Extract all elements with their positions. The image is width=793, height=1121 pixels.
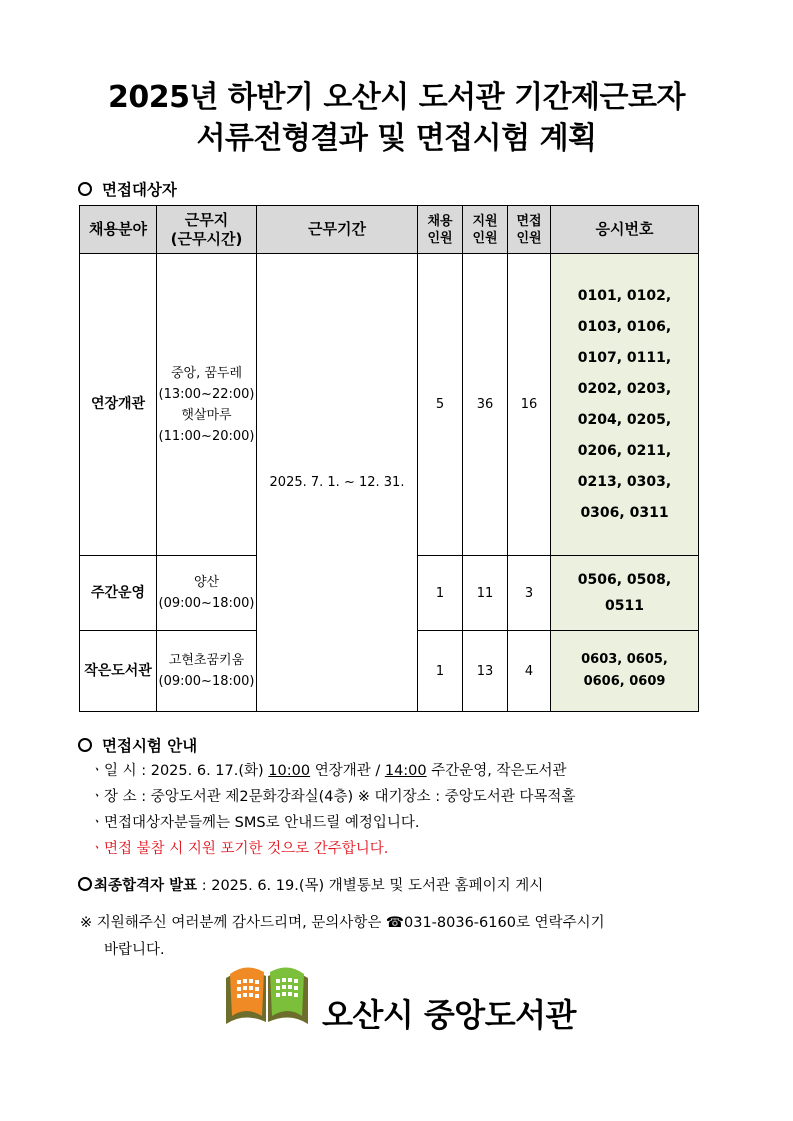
row-interview: 3	[508, 556, 551, 631]
table-row	[80, 254, 699, 556]
header-numbers: 응시번호	[551, 206, 699, 254]
row-field: 연장개관	[80, 254, 157, 556]
interview-place: ㆍ장 소 : 중앙도서관 제2문화강좌실(4층) ※ 대기장소 : 중앙도서관 다목적홀	[90, 789, 576, 805]
table-header-row	[80, 206, 699, 254]
candidates-table	[79, 205, 699, 712]
closing-note: ※ 지원해주신 여러분께 감사드리며, 문의사항은 ☎031-8036-6160로 연락주시기 바랍니다.	[80, 915, 605, 958]
circle-bullet-icon	[78, 877, 92, 891]
final-announcement: 최종합격자 발표 : 2025. 6. 19.(목) 개별통보 및 도서관 홈페이지 게시	[78, 874, 543, 895]
interview-info	[90, 758, 730, 862]
row-interview: 16	[508, 254, 551, 556]
row-workplace: 중앙, 꿈두레 (13:00~22:00) 햇살마루 (11:00~20:00)	[157, 254, 257, 556]
section-heading-interview: 면접시험 안내	[78, 734, 197, 756]
row-apply: 36	[463, 254, 508, 556]
row-field: 작은도서관	[80, 631, 157, 712]
header-period: 근무기간	[257, 206, 418, 254]
header-field: 채용분야	[80, 206, 157, 254]
row-field: 주간운영	[80, 556, 157, 631]
title-line-1: 2025년 하반기 오산시 도서관 기간제근로자	[108, 80, 685, 115]
circle-bullet-icon	[78, 182, 92, 196]
header-hire: 채용 인원	[418, 206, 463, 254]
title-line-2: 서류전형결과 및 면접시험 계획	[196, 121, 597, 156]
row-workplace: 고현초꿈키움 (09:00~18:00)	[157, 631, 257, 712]
header-interview: 면접 인원	[508, 206, 551, 254]
row-numbers: 0506, 0508, 0511	[551, 556, 699, 631]
interview-date: ㆍ일 시 : 2025. 6. 17.(화) 10:00 연장개관 / 14:00 주간운영, 작은도서관	[90, 763, 567, 779]
library-book-logo-icon	[222, 960, 312, 1028]
circle-bullet-icon	[78, 738, 92, 752]
work-period: 2025. 7. 1. ~ 12. 31.	[257, 254, 418, 712]
header-apply: 지원 인원	[463, 206, 508, 254]
row-interview: 4	[508, 631, 551, 712]
row-hire: 5	[418, 254, 463, 556]
row-numbers: 0603, 0605, 0606, 0609	[551, 631, 699, 712]
row-workplace: 양산 (09:00~18:00)	[157, 556, 257, 631]
row-numbers: 0101, 0102, 0103, 0106, 0107, 0111, 0202, 0203, 0204, 0205, 0206, 0211, 0213, 0303, 0306, 0311	[551, 254, 699, 556]
row-apply: 13	[463, 631, 508, 712]
sms-notice: ㆍ면접대상자분들께는 SMS로 안내드릴 예정입니다.	[90, 815, 420, 831]
section-heading-candidates: 면접대상자	[78, 178, 177, 200]
row-apply: 11	[463, 556, 508, 631]
library-brand-name: 오산시 중앙도서관	[322, 996, 576, 1034]
row-hire: 1	[418, 556, 463, 631]
header-workplace: 근무지 (근무시간)	[157, 206, 257, 254]
row-hire: 1	[418, 631, 463, 712]
absence-warning: ㆍ면접 불참 시 지원 포기한 것으로 간주합니다.	[90, 841, 389, 857]
